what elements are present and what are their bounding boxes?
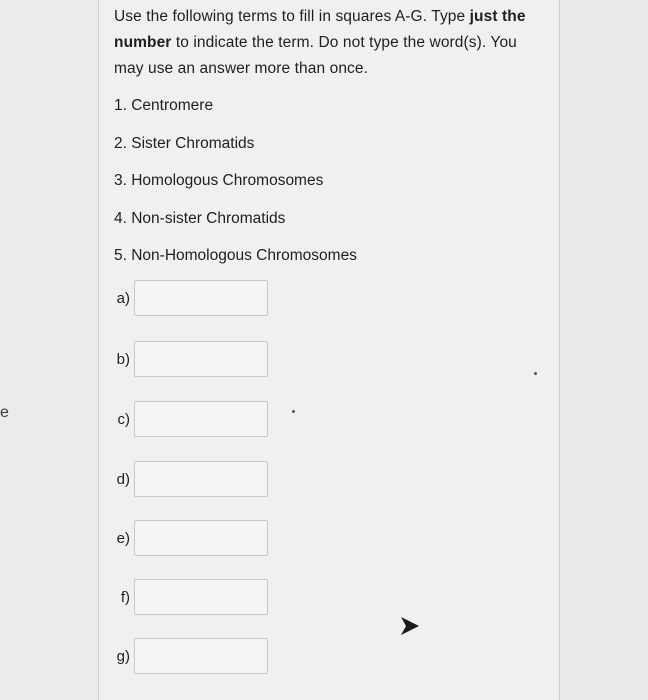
answer-label-d: d)	[116, 471, 130, 488]
term-item-1: 1. Centromere	[114, 97, 214, 114]
answer-input-b[interactable]	[134, 341, 268, 377]
stray-mark	[534, 372, 537, 375]
term-item-3: 3. Homologous Chromosomes	[114, 172, 324, 189]
answer-label-b: b)	[116, 351, 130, 368]
answer-row-e	[100, 520, 300, 558]
instructions-bold-text: just the number	[114, 8, 526, 51]
answer-row-b	[100, 341, 300, 379]
answer-label-f: f)	[120, 589, 130, 606]
answer-row-a	[100, 280, 300, 318]
answer-label-a: a)	[116, 290, 130, 307]
answer-row-c	[100, 401, 300, 439]
answer-row-g	[100, 638, 300, 676]
term-item-2: 2. Sister Chromatids	[114, 134, 255, 152]
instructions-text-part1: Use the following terms to fill in squares A-G. Type	[114, 8, 470, 25]
question-instructions	[114, 4, 546, 82]
term-item-5: 5. Non-Homologous Chromosomes	[114, 247, 357, 264]
answer-row-f	[100, 579, 300, 617]
answer-input-f[interactable]	[134, 579, 268, 615]
answer-label-c: c)	[117, 411, 130, 428]
left-background	[0, 0, 98, 700]
answer-input-d[interactable]	[134, 461, 268, 497]
answer-input-g[interactable]	[134, 638, 268, 674]
stray-mark	[292, 410, 295, 413]
mouse-pointer-icon	[398, 615, 420, 637]
edge-glyph: e	[0, 404, 9, 421]
terms-list	[114, 95, 357, 283]
answer-row-d	[100, 461, 300, 499]
answer-input-c[interactable]	[134, 401, 268, 437]
right-background	[560, 0, 648, 700]
answer-input-e[interactable]	[134, 520, 268, 556]
answer-label-g: g)	[116, 648, 130, 665]
instructions-text-part2: to indicate the term. Do not type the word(s). You may use an answer more than once.	[114, 34, 517, 77]
answer-input-a[interactable]	[134, 280, 268, 316]
term-item-4: 4. Non-sister Chromatids	[114, 209, 286, 227]
answer-label-e: e)	[116, 530, 130, 547]
